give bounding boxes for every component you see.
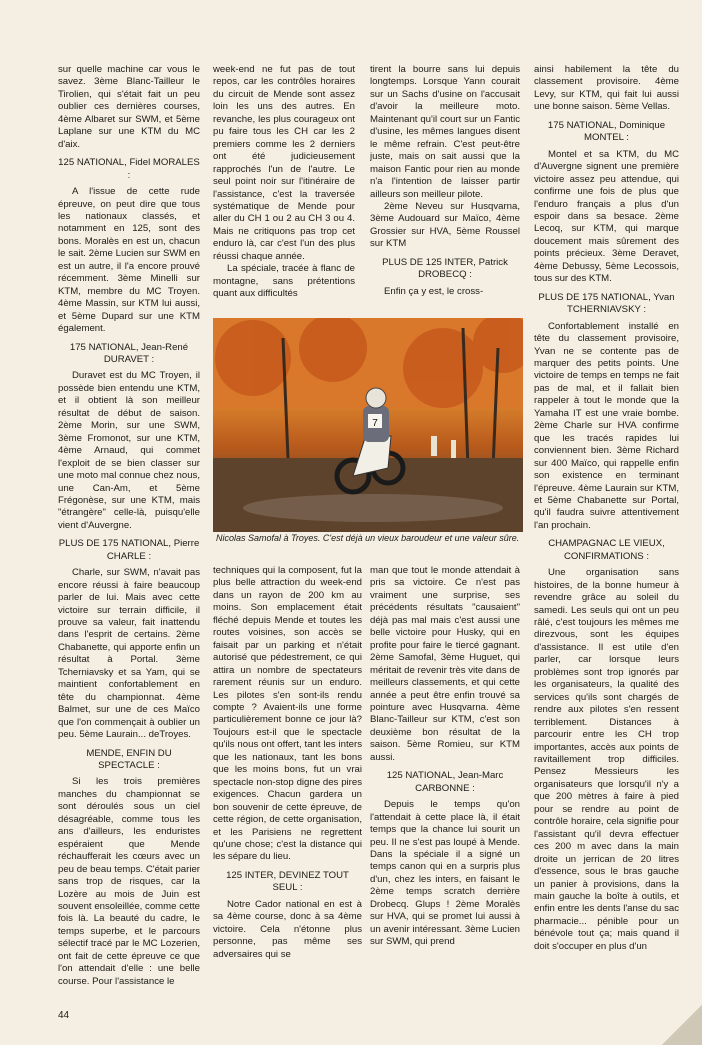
paragraph: sur quelle machine car vous le savez. 3ème Blanc-Tailleur le Tirolien, qui s'était fait un peu oublier ces dernières courses, 4ème Albaret sur SWM, et 5ème Laplane sur une KTM du MC d'aix. bbox=[58, 64, 200, 150]
paragraph: Enfin ça y est, le cross- bbox=[384, 285, 484, 297]
section-heading: 175 NATIONAL, Jean-René DURAVET : bbox=[69, 341, 189, 365]
paragraph: week-end ne fut pas de tout repos, car les contrôles horaires du circuit de Mende sont assez loin les uns des autres. En revanche, les plus courageux ont pu faire tous les CH car les 2 premiers comme les 2 derniers ont été judicieusement rapprochés l'un de l'autre. Le seul point noir sur l'itinéraire de l'assistance, c'est la traversée systématique de Mende pour aller du CH 1 ou 2 au CH 3 ou 4. Mais ne critiquons pas trop cet enduro là, car c'est l'un des plus réussi chaque année. bbox=[213, 64, 355, 262]
column-2-top bbox=[213, 64, 355, 316]
column-4 bbox=[534, 64, 679, 1009]
paragraph: Si les trois premières manches du championnat se sont déroulés sous un ciel désagréable, comme tous les ans d'ailleurs, les enduristes espéraient que Mende réchaufferait les cœurs avec un peu de beau temps. C'était parier sans trop de risques, car la Lozère au mois de Juin est souvent ensoleillée, comme cette fois là. La beauté du cadre, le temps superbe, et le parcours sélectif tracé par le MC Lozerien, ont fait de cette épreuve ce que l'on attendait d'elle : une belle course. Pour l'assistance le bbox=[58, 776, 200, 987]
column-3-bottom bbox=[370, 565, 520, 1009]
paragraph: 2ème Neveu sur Husqvarna, 3ème Audouard sur Maïco, 4ème Grossier sur HVA, 5ème Roussel sur KTM bbox=[370, 200, 520, 250]
paragraph: La spéciale, tracée à flanc de montagne, sans prétentions quant aux difficultés bbox=[213, 263, 355, 300]
section-heading: PLUS DE 125 INTER, Patrick DROBECQ : bbox=[382, 256, 508, 281]
paragraph: Charle, sur SWM, n'avait pas encore réussi à faire beaucoup parler de lui. Mais avec cette victoire sur terrain difficile, il prouve sa valeur, fait inattendu dans l'esprit de certains. 2ème Chabanette, qui apporte enfin un résultat à Portal. 3ème Tcherniavsky et sa Yam, qui se maintient confortablement en tête du championnat. 4ème Balmet, sur une de ces Maïco que l'on commençait à oublier un peu. 5ème Laurain... deTroyes. bbox=[58, 567, 200, 741]
column-3-top bbox=[370, 64, 520, 316]
page-number: 44 bbox=[58, 1010, 70, 1021]
paragraph: techniques qui la composent, fut la plus belle attraction du week-end dans un rayon de 200 km au moins. Son emplacement était fléché depuis Mende et toutes les routes voisines, son accès se faisait par un parking et n'était autorisé que pédestrement, ce qui attira un nombre de spectateurs rarement réunis sur un enduro. Les pilotes s'en sont-ils rendu compte ? Avaient-ils une forme particulièrement bonne ce jour là? Toujours est-il que le spectacle qu'ils nous ont offert, tant les inters que les nationaux, tant les bons que les moins bons, fut un vrai spectacle non-stop digne des pires exigences. Chacun gardera un bon souvenir de cette épreuve, de cette région, de cette organisation, et les Parisiens ne regrettent qu'une chose; c'est la distance qui les sépare du lieu. bbox=[213, 565, 362, 863]
paragraph: Confortablement installé en tête du classement provisoire, Yvan ne se contente pas de marquer des petits points. Une victoire de temps en temps ne fait pas de mal, et il fallait bien rappeler à tout le monde que la Yamaha IT est une vraie bombe. 2ème Charle sur HVA confirme que les tracés rapides lui conviennent bien. 3ème Richard sur 400 Maïco, qui rappelle enfin son existence en terminant l'épreuve. 4ème Laurain sur KTM, et 5ème Chabanette sur Portal, qu'il faudra suivre attentivement l'an prochain. bbox=[534, 320, 679, 531]
helmet-icon bbox=[366, 388, 386, 408]
motocross-rider-photo bbox=[213, 318, 523, 532]
column-1 bbox=[58, 64, 200, 1009]
rider-photo-illustration bbox=[213, 318, 523, 532]
section-heading: MENDE, ENFIN DU SPECTACLE : bbox=[86, 747, 172, 772]
section-heading: PLUS DE 175 NATIONAL, Pierre CHARLE : bbox=[58, 538, 200, 562]
paragraph: tirent la bourre sans lui depuis longtemps. Lorsque Yann courait sur un Sachs d'usine on l'accusait d'avoir la meilleure moto. Maintenant qu'il court sur un Fantic d'usine, les mêmes langues disent le même refrain. C'est peut-être juste, mais on sait aussi que la maison Fantic pour rien au monde n'a l'intention de laisser partir ailleurs son meilleur pilote. bbox=[370, 64, 520, 200]
page-curl-decoration bbox=[662, 1005, 702, 1045]
paragraph: Notre Cador national en est à sa 4ème course, donc à sa 4ème victoire. Cela n'étonne plus personne, pas même ses adversaires qui se bbox=[213, 898, 362, 960]
section-heading: 175 NATIONAL, Dominique MONTEL : bbox=[547, 119, 666, 144]
section-heading: 125 NATIONAL, Jean-Marc CARBONNE : bbox=[386, 770, 504, 794]
paragraph: A l'issue de cette rude épreuve, on peut dire que tous les nationaux classés, et notamment en 125, sont des bons. Moralès en est un, chacun le sait. 2ème Lucien sur SWM en est un autre, il l'a encore prouvé récemment. 3ème Minelli sur KTM, membre du MC Troyen. 4ème Massin, sur KTM lui aussi, et 5ème Dupard sur une KTM également. bbox=[58, 186, 200, 335]
rider-number: 7 bbox=[372, 418, 378, 429]
paragraph: man que tout le monde attendait à pris sa victoire. Ce n'est pas vraiment une surprise, ses précédents résultats "causaient" déjà pas mal mais c'est aussi une belle victoire pour Husky, qui en profite pour faire le tiercé gagnant. 2ème Samofal, 3ème Huguet, qui méritait de revenir très vite dans de meilleurs classements, et qui cette année a peut être enfin trouvé sa pointure avec Husqvarna. 4ème Blanc-Tailleur sur KTM, c'est son deuxième bon résultat de la saison. 5ème Romieu, sur KTM aussi. bbox=[370, 565, 520, 763]
section-heading: 125 NATIONAL, Fidel MORALES : bbox=[58, 157, 200, 181]
paragraph: Duravet est du MC Troyen, il possède bien entendu une KTM, et il obtient là son meilleur résultat de début de saison. 2ème Morin, sur une SWM, 3ème Fromonot, sur une KTM, 4ème Arnaud, qui commet l'exploit de se bien classer sur une moto mal connue chez nous, une Can-Am, et 5ème Frégonèse, sur une KTM, mais "étrangère" celle-là, puisqu'elle vient d'Auvergne. bbox=[58, 370, 200, 531]
column-2-bottom bbox=[213, 565, 362, 1009]
section-heading: PLUS DE 175 NATIONAL, Yvan TCHERNIAVSKY : bbox=[538, 291, 675, 316]
paragraph: Une organisation sans histoires, de la bonne humeur à revendre grâce au soleil du samedi. Les seuls qui ont un peu râlé, c'est toujours les mêmes me direzvous, sont les équipes d'assistance. Il est utile d'en parler, car lorsque leurs problèmes sont trop ignorés par les organisateurs, la qualité des services qu'ils sont chargés de rendre aux pilotes s'en ressent terriblement. Distances à parcourir entre les CH trop importantes, accès aux points de ravitaillement trop difficiles. Pensez Messieurs les organisateurs que lorsqu'il n'y a que 200 mètres à faire à pied pour se rendre au point de contrôle horaire, cela signifie pour l'assistant qu'il devra effectuer ces 200 m avec dans la main droite un jerrican de 20 litres d'essence, sous le bras gauche un panier à provisions, dans la main gauche la boîte à outils, et enfin entre les dents l'anse du sac pharmacie... pénible pour un bénévole tout ça; mais quand il doit s'occuper en plus d'un bbox=[534, 567, 679, 952]
photo-caption: Nicolas Samofal à Troyes. C'est déjà un vieux baroudeur et une valeur sûre. bbox=[213, 532, 523, 556]
spectators bbox=[431, 436, 456, 458]
water-puddle bbox=[243, 494, 503, 522]
section-heading: CHAMPAGNAC LE VIEUX, CONFIRMATIONS : bbox=[548, 538, 665, 562]
paragraph: ainsi habilement la tête du classement provisoire. 4ème Levy, sur KTM, qui fait lui aussi une bonne saison. 5ème Vellas. bbox=[534, 64, 679, 113]
paragraph: Depuis le temps qu'on l'attendait à cette place là, il était temps que la chance lui sourit un peu. Il ne s'est pas loupé à Mende. Dans la spéciale il a signé un temps canon qui en a surpris plus d'un, chez les inters, en faisant le 2ème temps scratch derrière Drobecq. Glups ! 2ème Moralès sur HVA, qui se promet lui aussi à un avenir intéressant. 3ème Lucien sur SWM, qui prend bbox=[370, 799, 520, 948]
paragraph: Montel et sa KTM, du MC d'Auvergne signent une première victoire assez peu attendue, qui confirme une fois de plus que l'enduro français a plus d'un espoir dans sa besace. 2ème Lecoq, sur KTM, qui marque doucement mais sûrement des points précieux. 3ème Deravet, 4ème Debussy, 5ème Lecossois, tous sur des KTM. bbox=[534, 148, 679, 285]
section-heading: 125 INTER, DEVINEZ TOUT SEUL : bbox=[226, 869, 349, 894]
